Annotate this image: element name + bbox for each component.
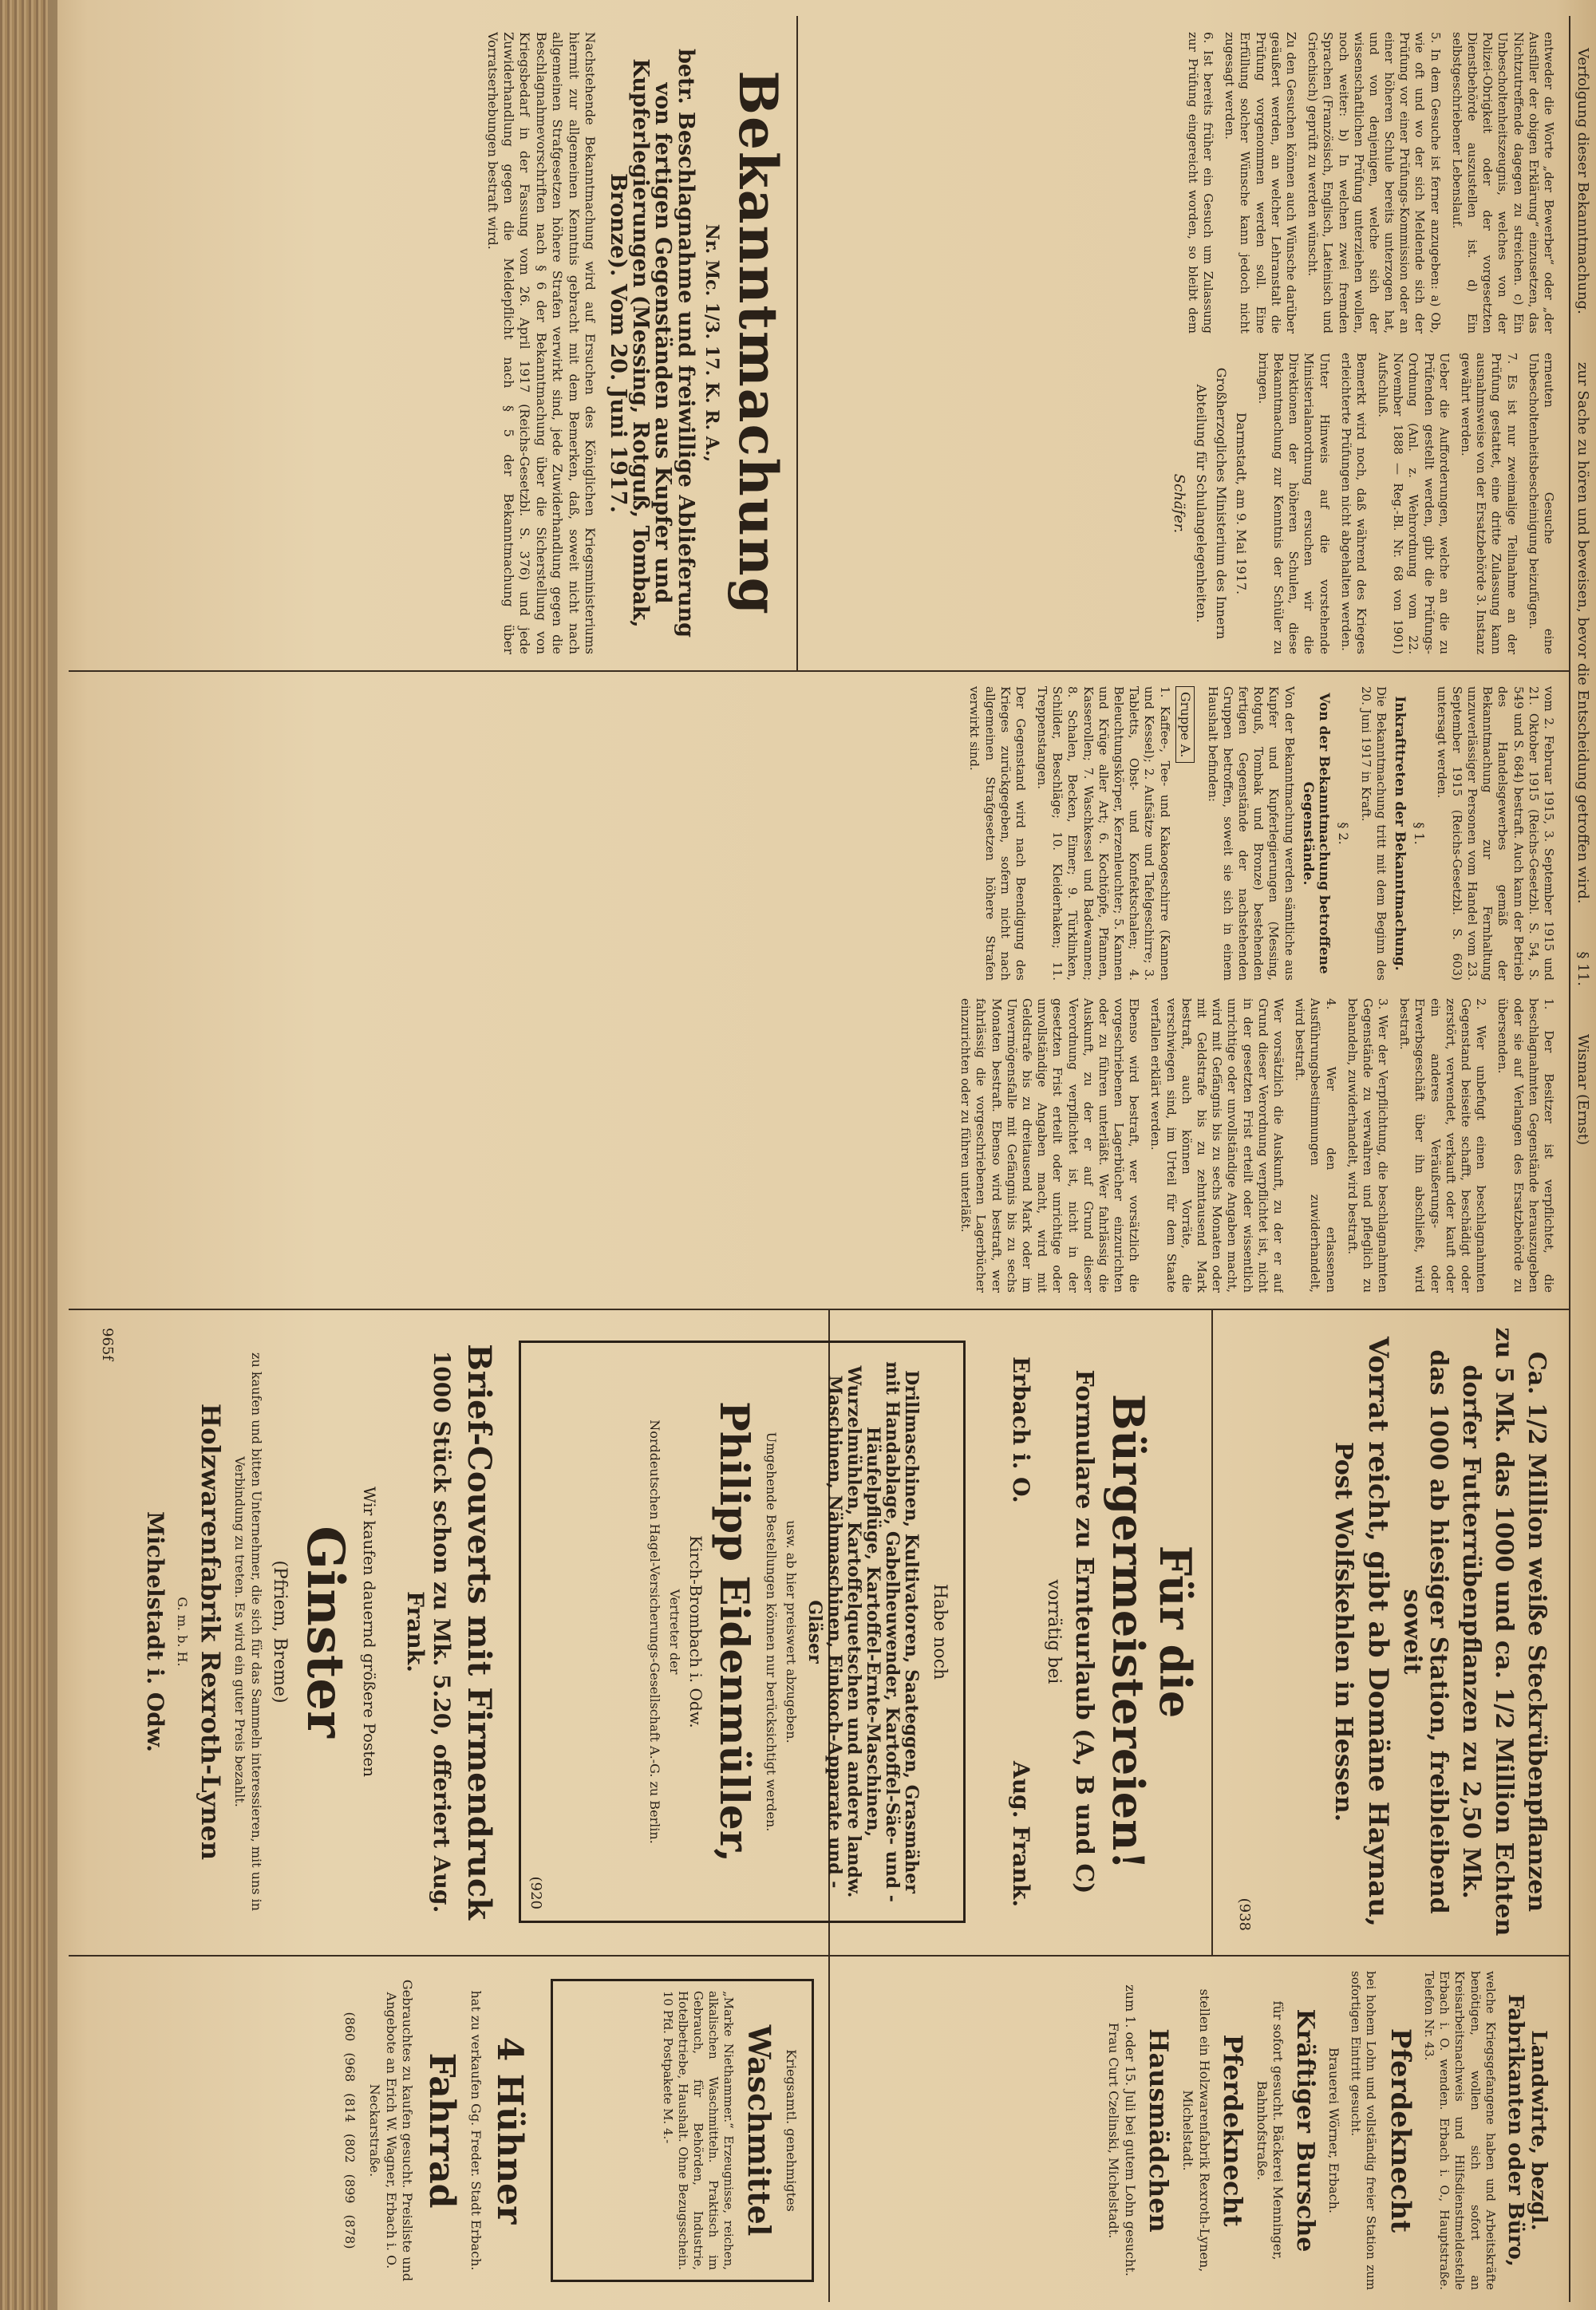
ad-code: (968 [342, 2052, 358, 2083]
notice-penalty-text: vom 2. Februar 1915, 3. September 1915 und 21. Oktober 1915 (Reichs-Gesetzbl. S. 54, S. 549 und S. 684) bestraft. Auch kann der Betrieb des Handelsgewerbes gemäß der Bekanntmachung zur Fernhaltung unzuverlässiger Personen vom Handel vom 23. September 1915 (Reichs-Gesetzbl. S. 603) untersagt werden. [1434, 686, 1556, 981]
ministry-department: Abteilung für Schulangelegenheiten. [1194, 384, 1210, 623]
ad-buergermeistereien-title: Für die Bürgermeistereien! [1102, 1393, 1201, 1870]
bekanntmachung-subject: betr. Beschlagnahme und freiwillige Ablieferung von fertigen Gegenständen aus Kupfer und Kupferlegierungen (Messing, Rotguß, Tombak, Bronze). Vom 20. Juni 1917. [605, 48, 698, 638]
column-rule-2 [69, 1309, 1569, 1310]
ad-code: (802 [342, 2133, 358, 2163]
running-header [1569, 16, 1596, 2302]
penalty-item-2: 2. Wer unbefugt einen beschlagnahmten Gegenstand beiseite schafft, beschädigt oder zerstört, verwendet, verkauft oder kauft oder ein anderes Veräußerungs- oder Erwerbsgeschäft über ihn abschließt, wird bestraft. [1397, 998, 1489, 1293]
return-note: Der Gegenstand wird nach Beendigung des Krieges zurückgegeben, sofern nicht nach allgemeinen Strafgesetzen höhere Strafen verwirkt sind. [967, 686, 1028, 981]
ad-brief-couverts-title: Brief-Couverts mit Firmendruck [460, 1344, 498, 1920]
section-1-number: § 1. [1412, 822, 1428, 845]
ad-waschmittel [551, 1979, 814, 2282]
penalty-item-4: 4. Wer den erlassenen Ausführungsbestimmungen zuwiderhandelt, wird bestraft. [1293, 998, 1338, 1293]
classified-upper [838, 1971, 1556, 2290]
penalty-negligence: Ebenso wird bestraft, wer vorsätzlich die vorgeschriebenen Lagerbücher einzurichten oder zu führen unterläßt. Wer fahrlässig die Auskunft, zu der er auf Grund dieser Verordnung verpflichtet ist, nicht in der gesetzten Frist erteilt oder unrichtige oder unvollständige Angaben macht, wird mit Geldstrafe bis zu dreitausend Mark oder im Unvermögensfalle mit Gefängnis bis zu sechs Monaten bestraft. Ebenso wird bestraft, wer fahrlässig die vorgeschriebenen Lagerbücher einzurichten oder zu führen unterläßt. [958, 998, 1142, 1293]
ad-fahrrad-title: Fahrrad [421, 2052, 462, 2209]
header-left: Verfolgung dieser Bekanntmachung. [1574, 48, 1591, 314]
ad-pferdeknecht-body: bei hohem Lohn und vollständig freier Station zum sofortigen Eintritt gesucht. [1349, 1971, 1379, 2290]
ad-brief-couverts-price: 1000 Stück schon zu Mk. 5.20, offeriert Aug. Frank. [402, 1350, 455, 1913]
bekanntmachung-title: Bekanntmachung [727, 70, 789, 616]
ad-eidenmueller-place: Kirch-Brombach i. Odw. [685, 1535, 705, 1728]
ad-code: (899 [342, 2174, 358, 2204]
ad-hausmaedchen-body: zum 1. oder 15. Juli bei gutem Lohn gesucht. Frau Curt Czelinski, Michelstadt. [1105, 1984, 1138, 2276]
ad-waschmittel-top: Kriegsamtl. genehmigtes [784, 2049, 799, 2212]
ad-eidenmueller-agent-label: Vertreter der [666, 1589, 682, 1675]
penalty-item-3: 3. Wer der Verpflichtung, die beschlagnahmten Gegenstände zu verwahren und pfleglich zu behandeln, zuwiderhandelt, wird bestraft. [1345, 998, 1391, 1293]
ad-buergermeistereien-place: Erbach i. O. [1007, 1356, 1034, 1503]
section-1-body: Die Bekanntmachung tritt mit dem Beginn des 20. Juni 1917 in Kraft. [1358, 686, 1389, 981]
ad-buergermeistereien [982, 1325, 1205, 1939]
ad-hausmaedchen-title: Hausmädchen [1143, 2028, 1174, 2233]
ad-eidenmueller-intro: Habe noch [930, 1583, 950, 1680]
ad-rubenpflanzen-code: (938 [1236, 1897, 1253, 1931]
ministry-date: Darmstadt, am 9. Mai 1917. [1233, 412, 1249, 595]
ministry-name: Großherzogliches Ministerium des Innern [1213, 367, 1229, 640]
group-a-items: 1. Kaffee-, Tee- und Kakaogeschirre (Kannen und Kessel); 2. Aufsätze und Tafelgeschirre; 3. Tabletts, Obst- und Konfektschalen; 4. Beleuchtungskörper, Kerzenleuchter; 5. Kannen und Krüge aller Art; 6. Kochtöpfe, Pfannen, Kasserollen; 7. Waschkessel und Badewannen; 8. Schalen, Becken, Eimer; 9. Türklinken, Schilder, Beschläge; 10. Kleiderhaken; 11. Treppenstangen. [1035, 686, 1172, 981]
ad-eidenmueller-agent: Norddeutschen Hagel-Versicherungs-Gesellschaft A.-G. zu Berlin. [646, 1420, 662, 1844]
ad-ginster-title: Ginster [295, 1526, 355, 1738]
header-page-number: § 11. [1574, 951, 1591, 986]
ad-code: (860 [342, 2012, 358, 2042]
ad-ginster [96, 1325, 383, 1939]
ad-waschmittel-title: Waschmittel [741, 2024, 778, 2237]
ad-ginster-code: 965f [99, 1328, 116, 1361]
header-right: Wismar (Ernst) [1574, 1033, 1591, 1146]
ad-eidenmueller-request: Umgehende Bestellungen können nur berücksichtigt werden. [764, 1431, 780, 1832]
ad-eidenmueller [519, 1341, 966, 1923]
ad-ginster-form: G. m. b. H. [175, 1597, 191, 1667]
classified-lower [96, 1971, 535, 2290]
ad-code: (814 [342, 2093, 358, 2122]
ad-waschmittel-body: „Marke Niethammer.“ Erzeugnisse, reichen, alkalischen Waschmitteln. Praktisch im Gebrauch, für Behörden, Industrie, Hotelbetriebe, Haushalt. Ohne Bezugsschein. 10 Pfd. Postpakete M. 4.- [660, 1991, 737, 2270]
ad-rubenpflanzen-line-3: dorfer Futterrübenpflanzen zu 2,50 Mk. [1457, 1364, 1485, 1899]
ministry-paragraph-rules: Ueber die Aufforderungen, welche an die zu Prüfenden gestellt werden, gibt die Prüfungs-Ordnung (Anl. z. Wehrordnung vom 22. November 1888 — Reg.-Bl. Nr. 68 von 1901) Aufschluß. [1376, 353, 1452, 654]
ad-eidenmueller-note: usw. ab hier preiswert abzugeben. [784, 1520, 800, 1743]
ministry-paragraph-schools: Unter Hinweis auf die vorstehende Ministerialanordnung ersuchen wir die Direktionen der höheren Schulen, diese Bekanntmachung zur Kenntnis der Schüler zu bringen. [1255, 353, 1332, 654]
penalty-disclosure: Wer vorsätzlich die Auskunft, zu der er auf Grund dieser Verordnung verpflichtet ist, nicht in der gesetzten Frist erteilt oder wissentlich unrichtige oder unvollständige Angaben macht, wird mit Gefängnis bis zu sechs Monaten oder mit Geldstrafe bis zu zehntausend Mark bestraft, auch können Vorräte, die verschwiegen sind, im Urteil für dem Staate verfallen erklärt werden. [1148, 998, 1286, 1293]
ad-eidenmueller-items: Drillmaschinen, Kultivatoren, Saateggen, Grasmäher mit Handablage, Gabelheuwender, Kartoffel-Säe- und -Häufelpflüge, Kartoffel-Ernte-Maschinen, Wurzelmühlen, Kartoffelquetschen und andere landw. Maschinen, Nähmaschinen, Einkoch-Apparate und -Gläser [804, 1361, 922, 1902]
newspaper-page [56, 16, 1596, 2302]
ad-buergermeistereien-forms: Formulare zu Ernteurlaub (A, B und C) [1070, 1369, 1099, 1894]
ad-ginster-place: Michelstadt i. Odw. [142, 1511, 169, 1752]
ad-rubenpflanzen [1221, 1325, 1556, 1939]
column-rule-3 [69, 1955, 1569, 1957]
ad-codes [342, 1971, 358, 2290]
ad-landwirte-body: welche Kriegsgefangene haben und Arbeitskräfte benötigen, wollen sich sofort an Kreisarbeitsnachweis und Hilfsdienstmeldestelle Erbach i. O. wenden. Erbach i. O., Hauptstraße. Telefon Nr. 43. [1422, 1971, 1498, 2290]
row-rule-1 [796, 16, 798, 670]
section-2-number: § 2. [1336, 822, 1352, 845]
ministry-paragraph-war: Bemerkt wird noch, daß während des Krieges erleichterte Prüfungen nicht abgehalten werden. [1338, 353, 1369, 654]
ministry-intro: entweder die Worte „der Bewerber“ oder „der Ausfiller der obigen Erklärung“ einzusetzen, das Nichtzutreffende dagegen zu streichen. c) Ein Unbescholtenheitszeugnis, welches von der Polizei-Obrigkeit oder der vorgesetzten Dienstbehörde auszustellen ist. d) Ein selbstgeschriebener Lebenslauf. [1449, 32, 1556, 334]
ad-landwirte-title: Landwirte, bezgl. Fabrikanten oder Büro, [1503, 1994, 1551, 2267]
bekanntmachung-body: Nachstehende Bekanntmachung wird auf Ersuchen des Königlichen Kriegsministeriums hiermit zur allgemeinen Kenntnis gebracht mit dem Bemerken, daß, soweit nicht nach allgemeinen Strafgesetzen höhere Strafen verwirkt sind, jede Zuwiderhandlung gegen die Beschlagnahmevorschriften nach § 6 der Bekanntmachung über die Sicherstellung von Kriegsbedarf in der Fassung vom 26. April 1917 (Reichs-Gesetzbl. S. 376) und jede Zuwiderhandlung gegen die Meldepflicht nach § 5 der Bekanntmachung über Vorratserhebungen bestraft wird. [484, 32, 598, 654]
ad-ginster-subtitle: (Pfriem, Breme) [269, 1560, 290, 1704]
bekanntmachung-notice [88, 32, 790, 654]
row-rule-ads-1 [1211, 1309, 1213, 1955]
ad-buergermeistereien-company: Aug. Frank. [1007, 1761, 1034, 1907]
book-binding [0, 0, 48, 2310]
bekanntmachung-reference: Nr. Mc. 1/3. 17. K. R. A., [701, 223, 722, 463]
ministry-signer: Schäfer. [1171, 473, 1188, 534]
ad-code: (878) [342, 2214, 358, 2249]
ad-eidenmueller-code: (920 [527, 1876, 544, 1909]
penalty-item-1: 1. Der Besitzer ist verpflichtet, die beschlagnahmten Gegenstände herauszugeben oder sie auf Verlangen des Ersatzbehörde zu übersenden. [1495, 998, 1556, 1293]
ad-rubenpflanzen-line-4: das 1000 ab hiesiger Station, freibleibend soweit [1398, 1349, 1452, 1914]
ad-eidenmueller-name: Philipp Eidenmüller, [710, 1401, 758, 1862]
ad-pferdeknecht-title: Pferdeknecht [1384, 2028, 1416, 2233]
ad-buergermeistereien-note: vorrätig bei [1044, 1579, 1065, 1684]
column-rule-1 [69, 670, 1569, 672]
ad-ginster-body: zu kaufen und bitten Unternehmer, die sich für das Sammeln interessieren, mit uns in Verbindung zu treten. Es wird ein guter Preis bezahlt. [232, 1352, 265, 1911]
ad-pferdeknecht-2-body: stellen ein Holzwarenfabrik Rexroth-Lynen, Michelstadt. [1179, 1988, 1212, 2272]
section-1-title: Inkrafttreten der Bekanntmachung. [1391, 696, 1408, 971]
ministry-paragraph-7: 7. Es ist nur zweimalige Teilnahme an der Prüfung gestattet, eine dritte Zulassung kann ausnahmsweise von der Ersatzbehörde 3. Instanz gewährt werden. [1459, 353, 1519, 654]
ad-rubenpflanzen-line-1: Ca. 1/2 Million weiße Steckrübenpflanzen [1523, 1351, 1551, 1913]
ad-brief-couverts [391, 1325, 503, 1939]
ministry-notice [806, 32, 1556, 654]
group-a-label: Gruppe A. [1175, 686, 1195, 763]
ad-fahrrad-body: Gebrauchtes zu kaufen gesucht. Preisliste und Angebote an Erich W. Wagner, Erbach i. O. Neckarstraße. [366, 1979, 416, 2282]
ministry-paragraph-5: 5. In dem Gesuche ist ferner anzugeben: a) Ob, wie oft und wo der sich Meldende sich der Prüfung vor einer Prüfungs-Kommission oder an einer höheren Schule bereits unterzogen hat, und von denjenigen, welche sich der wissenschaftlichen Prüfung unterziehen wollen, noch weiter: b) In welchen zwei fremden Sprachen (Französisch, Englisch, Lateinisch und Griechisch) geprüft zu werden wünscht. [1306, 32, 1443, 334]
header-middle: zur Sache zu hören und beweisen, bevor die Entscheidung getroffen wird. [1574, 361, 1591, 904]
ad-rubenpflanzen-line-6: Post Wolfskehlen in Hessen. [1329, 1441, 1357, 1822]
ministry-paragraph-6: 6. Ist bereits früher ein Gesuch um Zulassung zur Prüfung eingereicht worden, so bleibt dem erneuten Gesuche eine Unbescholtenheitsbescheinigung beizufügen. [1185, 32, 1556, 654]
ad-ginster-intro: Wir kaufen dauernd größere Posten [360, 1486, 379, 1778]
ad-bursche-title: Kräftiger Bursche [1291, 2008, 1320, 2253]
ad-pferdeknecht-sign: Brauerei Wörner, Erbach. [1326, 2047, 1342, 2213]
ad-huehner-body: hat zu verkaufen Gg. Freder. Stadt Erbach. [468, 1990, 484, 2271]
ad-huehner-title: 4 Hühner [489, 2036, 530, 2225]
ministry-paragraph-wishes: Zu den Gesuchen können auch Wünsche darüber geäußert werden, an welcher Lehranstalt die Prüfung vorgenommen werden soll. Eine Erfüllung solcher Wünsche kann jedoch nicht zugesagt werden. [1223, 32, 1298, 334]
section-2-title: Von der Bekanntmachung betroffene Gegenstände. [1299, 693, 1332, 974]
ad-ginster-company: Holzwarenfabrik Rexroth-Lynen [196, 1403, 227, 1861]
section-2-body: Von der Bekanntmachung werden sämtliche aus Kupfer und Kupferlegierungen (Messing, Rotguß, Tombak und Bronze) bestehenden fertigen Gegenstände der nachstehenden Gruppen betroffen, soweit sie sich in einem Haushalt befinden: [1205, 686, 1297, 981]
row-rule-3 [828, 1955, 830, 2302]
ad-pferdeknecht-2-title: Pferdeknecht [1217, 2034, 1248, 2227]
ad-bursche-body: für sofort gesucht. Bäckerei Menninger, Bahnhofstraße. [1254, 2000, 1286, 2261]
ad-rubenpflanzen-line-5: Vorrat reicht, gibt ab Domäne Haynau, [1362, 1337, 1394, 1927]
ad-rubenpflanzen-line-2: zu 5 Mk. das 1000 und ca. 1/2 Million Echten [1490, 1327, 1518, 1937]
notice-continuation [104, 686, 1556, 1293]
